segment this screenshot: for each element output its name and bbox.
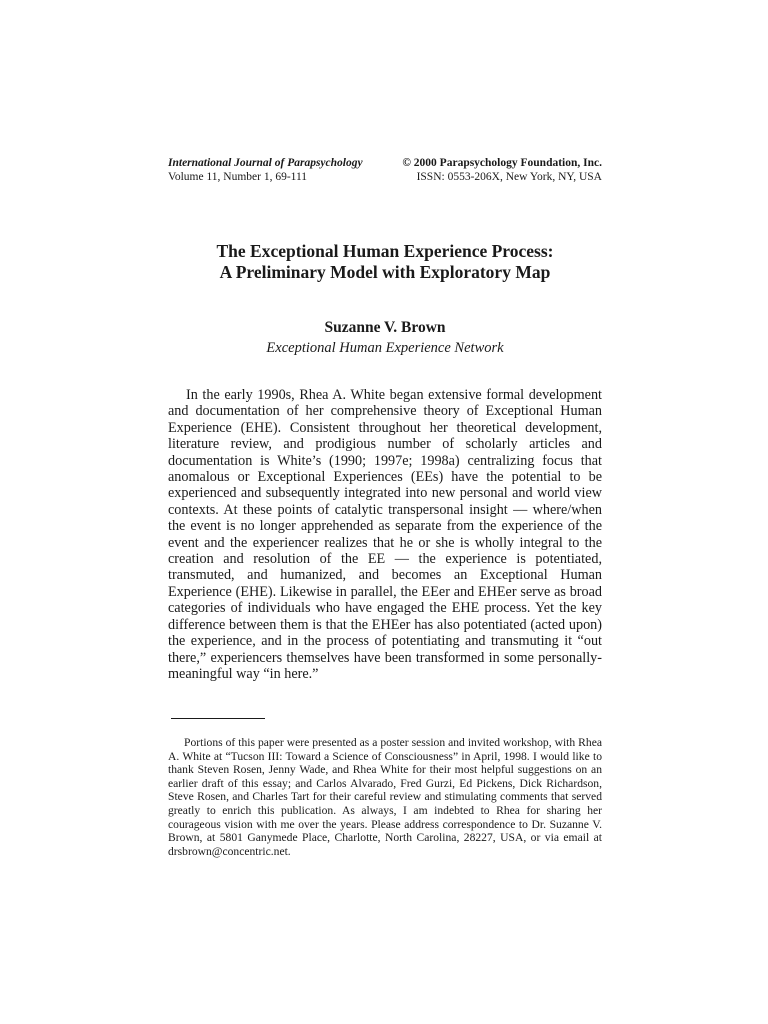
- header-row-bottom: [168, 170, 602, 184]
- paper-title: [168, 241, 602, 283]
- issn-info: ISSN: 0553-206X, New York, NY, USA: [416, 171, 602, 183]
- journal-name: International Journal of Parapsychology: [168, 157, 363, 169]
- body-paragraph: In the early 1990s, Rhea A. White began extensive formal development and documentation of her comprehensive theory of Exceptional Human Experience (EHE). Consistent throughout her theoretical development, literature review, and prodigious number of scholarly articles and documentation is White’s (1990; 1997e; 1998a) centralizing focus that anomalous or Exceptional Experiences (EEs) have the potential to be experienced and subsequently integrated into new personal and world view contexts. At these points of catalytic transpersonal insight — where/when the event is no longer apprehended as separate from the experience of the event and the experiencer realizes that he or she is wholly integral to the creation and resolution of the EE — the experience is potentiated, transmuted, and humanized, and becomes an Exceptional Human Experience (EHE). Likewise in parallel, the EEer and EHEer serve as broad categories of individuals who have engaged the EHE process. Yet the key difference between them is that the EHEer has also potentiated (acted upon) the experience, and in the process of potentiating and transmuting it “out there,” experiencers themselves have been transformed in some personally-meaningful way “in here.”: [168, 387, 602, 682]
- author-affiliation: Exceptional Human Experience Network: [266, 340, 504, 356]
- author-block: [168, 318, 602, 358]
- running-header: [168, 156, 602, 184]
- header-row-top: [168, 156, 602, 170]
- footnote: Portions of this paper were presented as a poster session and invited workshop, with Rhea A. White at “Tucson III: Toward a Science of Consciousness” in April, 1998. I would like to thank Steven Rosen, Jenny Wade, and Rhea White for their most helpful suggestions on an earlier draft of this essay; and Carlos Alvarado, Fred Gurzi, Ed Pickens, Dick Richardson, Steve Rosen, and Charles Tart for their careful review and stimulating comments that served greatly to enrich this publication. As always, I am indebted to Rhea for sharing her courageous vision with me over the years. Please address correspondence to Dr. Suzanne V. Brown, at 5801 Ganymede Place, Charlotte, North Carolina, 28227, USA, or via email at drsbrown@concentric.net.: [168, 736, 602, 858]
- volume-info: Volume 11, Number 1, 69-111: [168, 171, 308, 183]
- copyright-notice: © 2000 Parapsychology Foundation, Inc.: [402, 157, 602, 169]
- footnote-divider: [171, 718, 265, 719]
- title-line-1: The Exceptional Human Experience Process:: [216, 241, 554, 261]
- author-name: Suzanne V. Brown: [324, 319, 446, 336]
- title-line-2: A Preliminary Model with Exploratory Map: [219, 262, 551, 282]
